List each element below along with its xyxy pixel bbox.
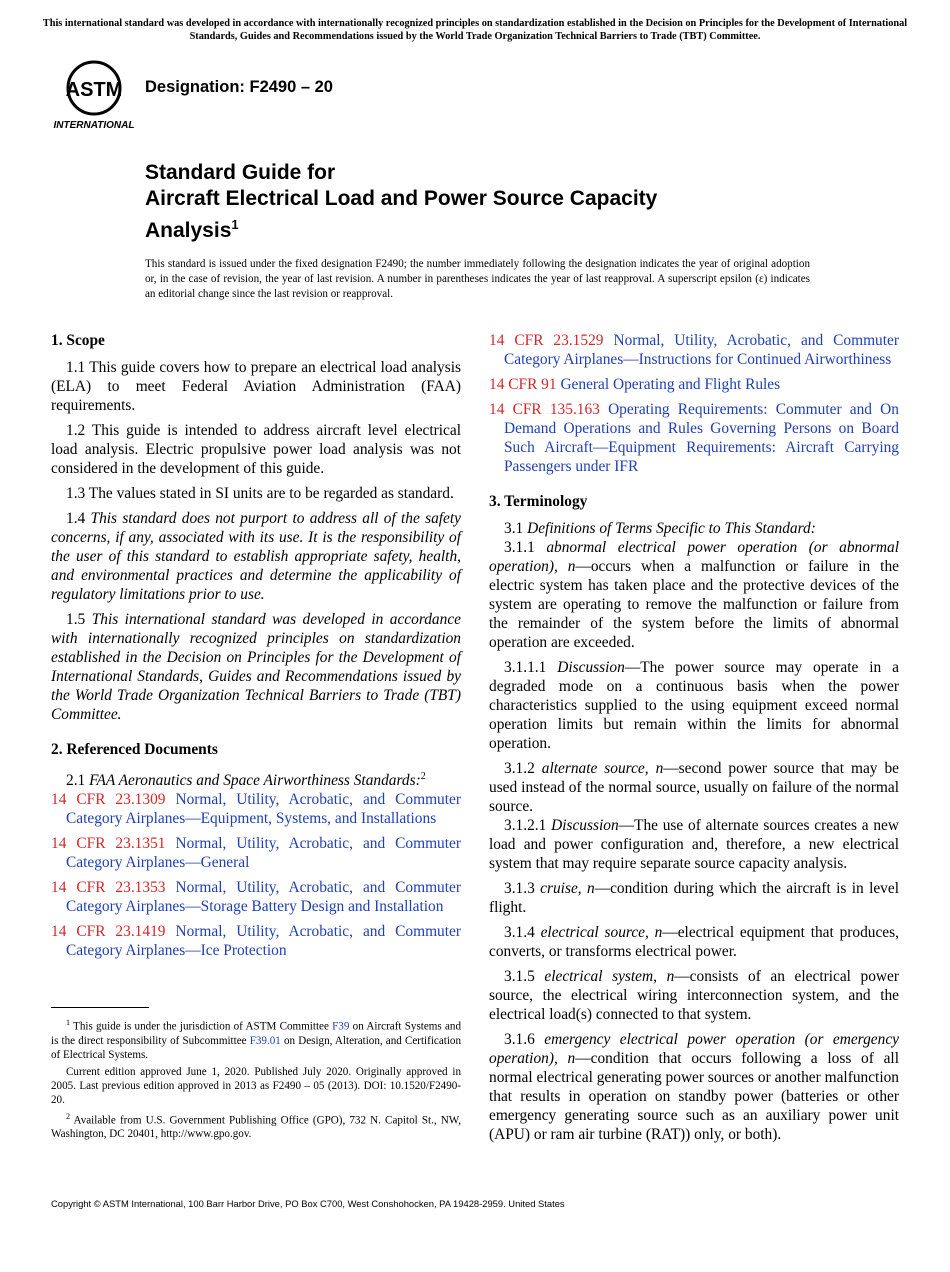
definition [489, 538, 899, 652]
definition-num: 3.1.5 [504, 968, 535, 985]
definition-term: Discussion [557, 659, 625, 676]
definition-num: 3.1.3 [504, 880, 535, 897]
footnotes [51, 1016, 461, 1144]
ref-code[interactable]: 14 CFR 23.1529 [489, 332, 604, 349]
scope-1-1: 1.1 This guide covers how to prepare an electrical load analysis (ELA) to meet Federal Aviation Administration (FAA) requirements. [51, 359, 461, 414]
title-line-1: Standard Guide for [145, 161, 336, 184]
definition-num: 3.1.2.1 [504, 817, 547, 834]
definition-term: abnormal electrical power operation (or abnormal operation), n [489, 539, 899, 575]
title-footnote-mark: 1 [231, 217, 239, 232]
ref-item[interactable] [51, 790, 461, 828]
definition-text: —second power source that may be used instead of the normal source, usually on failure of the normal source. [489, 760, 899, 815]
copyright: Copyright © ASTM International, 100 Barr Harbor Drive, PO Box C700, West Conshohocken, PA 19428-2959. United States [51, 1198, 565, 1209]
subcommittee-link[interactable]: F39.01 [249, 1034, 281, 1047]
definition-text: —electrical equipment that produces, converts, or transforms electrical power. [489, 924, 899, 960]
definition-text: —consists of an electrical power source, the electrical wiring interconnection system, and the electrical load(s) connected to that system. [489, 968, 899, 1023]
footnote-1-c: on Design, Alteration, and Certification of Electrical Systems. [51, 1034, 462, 1061]
title-line-2: Aircraft Electrical Load and Power Source Capacity [145, 187, 658, 210]
scope-1-5 [51, 610, 461, 724]
scope-1-5-num: 1.5 [66, 611, 86, 628]
scope-1-4-text: This standard does not purport to address all of the safety concerns, if any, associated with its use. It is the responsibility of the user of this standard to establish appropriate safety, health, and environmental practices and determine the applicability of regulatory limitations prior to use. [51, 510, 461, 603]
scope-1-4 [51, 509, 461, 604]
ref-code[interactable]: 14 CFR 91 [489, 376, 557, 393]
footnote-1-mark: 1 [66, 1018, 70, 1027]
page-title [145, 160, 825, 244]
definition-term: alternate source, n [541, 760, 664, 777]
ref-title[interactable]: Normal, Utility, Acrobatic, and Commuter Category Airplanes—Instructions for Continued Airworthiness [504, 332, 899, 368]
footnote-1-a: This guide is under the jurisdiction of ASTM Committee [73, 1020, 329, 1033]
logo-mark-text: ASTM [65, 79, 123, 101]
ref-code[interactable]: 14 CFR 23.1353 [51, 879, 166, 897]
definition-text: —occurs when a malfunction or failure in the electric system has taken place and the protective devices of the system are operating to remove the malfunction or failure from the remainder of the system before the limits of abnormal operation are exceeded. [489, 558, 899, 651]
definition-term: cruise, n [540, 880, 595, 897]
definition-term: electrical system, n [544, 968, 675, 985]
scope-1-5-text: This international standard was developed in accordance with internationally recognized principles on standardization established in the Decision on Principles for the Development of International Standards, Guides and Recommendations issued by the World Trade Organization Technical Barriers to Trade (TBT) Committee. [51, 611, 461, 723]
definition-text: —The use of alternate sources creates a new load and power configuration and, therefore, a new electrical system that may require separate source capacity analysis. [489, 817, 899, 872]
footnote-2-mark: 2 [66, 1111, 70, 1121]
terminology-3-1 [489, 519, 899, 538]
definition-text: —condition that occurs following a loss of all normal electrical generating power sources or another malfunction that results in operation on standby power (batteries or other emergency generating source such as an auxiliary power unit (APU) or ram air turbine (RAT)) only, or both). [489, 1050, 899, 1143]
definition [489, 816, 899, 873]
referenced-2-1-text: FAA Aeronautics and Space Airworthiness Standards: [89, 772, 421, 790]
astm-logo [52, 58, 136, 132]
ref-item[interactable] [51, 834, 461, 872]
definition-term: Discussion [551, 817, 619, 834]
definition-term: electrical source, n [540, 924, 663, 941]
definition [489, 967, 899, 1024]
terminology-3-1-num: 3.1 [504, 520, 524, 537]
referenced-2-1-num: 2.1 [66, 772, 86, 790]
ref-title[interactable]: Normal, Utility, Acrobatic, and Commuter Category Airplanes—General [66, 835, 461, 872]
footnote-divider [51, 1007, 149, 1008]
definition [489, 658, 899, 753]
footnote-2-text: Available from U.S. Government Publishing Office (GPO), 732 N. Capitol St., NW, Washington, DC 20401, http://www.gpo.gov. [51, 1114, 461, 1141]
referenced-2-1-mark: 2 [420, 771, 426, 782]
definition [489, 759, 899, 816]
ref-code[interactable]: 14 CFR 135.163 [489, 401, 600, 418]
ref-code[interactable]: 14 CFR 23.1309 [51, 791, 166, 809]
scope-1-2: 1.2 This guide is intended to address aircraft level electrical load analysis. Electric propulsive power load analysis was not considered in the development of this guide. [51, 422, 461, 477]
referenced-heading: 2. Referenced Documents [51, 741, 218, 758]
scope-1-3: 1.3 The values stated in SI units are to be regarded as standard. [66, 485, 454, 502]
ref-item[interactable] [489, 375, 899, 394]
ref-item[interactable] [51, 878, 461, 916]
definition-num: 3.1.1 [504, 539, 535, 556]
ref-item[interactable] [489, 331, 899, 369]
ref-code[interactable]: 14 CFR 23.1351 [51, 835, 166, 853]
definition [489, 879, 899, 917]
terminology-heading: 3. Terminology [489, 493, 588, 510]
ref-item[interactable] [489, 400, 899, 476]
issued-note: This standard is issued under the fixed designation F2490; the number immediately following the designation indicates the year of original adoption or, in the case of revision, the year of last revision. A number in parentheses indicates the year of last reapproval. A superscript epsilon (ε) indicates an editorial change since the last revision or reapproval. [145, 258, 810, 300]
definition [489, 1030, 899, 1144]
definition [489, 923, 899, 961]
definition-text: —The power source may operate in a degraded mode on a continuous basis when the power characteristics supplied to the using equipment exceed normal operation limits but remain within the limits for abnormal operation. [489, 659, 899, 752]
scope-1-4-num: 1.4 [66, 510, 86, 527]
footnote-current-edition: Current edition approved June 1, 2020. Published July 2020. Originally approved in 2005. Last previous edition approved in 2013 as F2490 – 05 (2013). DOI: 10.1520/F2490-20. [51, 1065, 461, 1106]
terminology-3-1-text: Definitions of Terms Specific to This Standard: [527, 520, 816, 537]
definition-text: —condition during which the aircraft is in level flight. [489, 880, 899, 916]
scope-heading: 1. Scope [51, 332, 105, 349]
referenced-2-1 [51, 767, 461, 790]
ref-title[interactable]: General Operating and Flight Rules [560, 376, 781, 393]
ref-title[interactable]: Normal, Utility, Acrobatic, and Commuter Category Airplanes—Ice Protection [66, 923, 461, 960]
definition-num: 3.1.4 [504, 924, 535, 941]
ref-code[interactable]: 14 CFR 23.1419 [51, 923, 166, 941]
footnote-1 [51, 1016, 461, 1062]
definition-num: 3.1.2 [504, 760, 535, 777]
committee-link[interactable]: F39 [332, 1020, 350, 1033]
right-column [489, 331, 899, 1150]
definition-num: 3.1.1.1 [504, 659, 547, 676]
ref-item[interactable] [51, 922, 461, 960]
footnote-2 [51, 1110, 461, 1142]
logo-international-text: INTERNATIONAL [53, 120, 135, 131]
left-column [51, 331, 461, 966]
definition-term: emergency electrical power operation (or emergency operation), n [489, 1031, 899, 1067]
designation: Designation: F2490 – 20 [145, 78, 333, 96]
ref-title[interactable]: Normal, Utility, Acrobatic, and Commuter Category Airplanes—Equipment, Systems, and Installations [66, 791, 461, 828]
definition-num: 3.1.6 [504, 1031, 535, 1048]
ref-title[interactable]: Normal, Utility, Acrobatic, and Commuter Category Airplanes—Storage Battery Design and Installation [66, 879, 461, 916]
top-notice: This international standard was developed in accordance with internationally recognized principles on standardization established in the Decision on Principles for the Development of International Standards, Guides and Recommendations issued by the World Trade Organization Technical Barriers to Trade (TBT) Committee. [42, 18, 908, 42]
footnote-1-b: on Aircraft Systems and is the direct responsibility of Subcommittee [51, 1020, 461, 1047]
ref-title[interactable]: Operating Requirements: Commuter and On Demand Operations and Rules Governing Persons on Board Such Aircraft—Equipment Requirements: Aircraft Carrying Passengers under IFR [504, 401, 899, 475]
title-line-3: Analysis [145, 219, 232, 242]
